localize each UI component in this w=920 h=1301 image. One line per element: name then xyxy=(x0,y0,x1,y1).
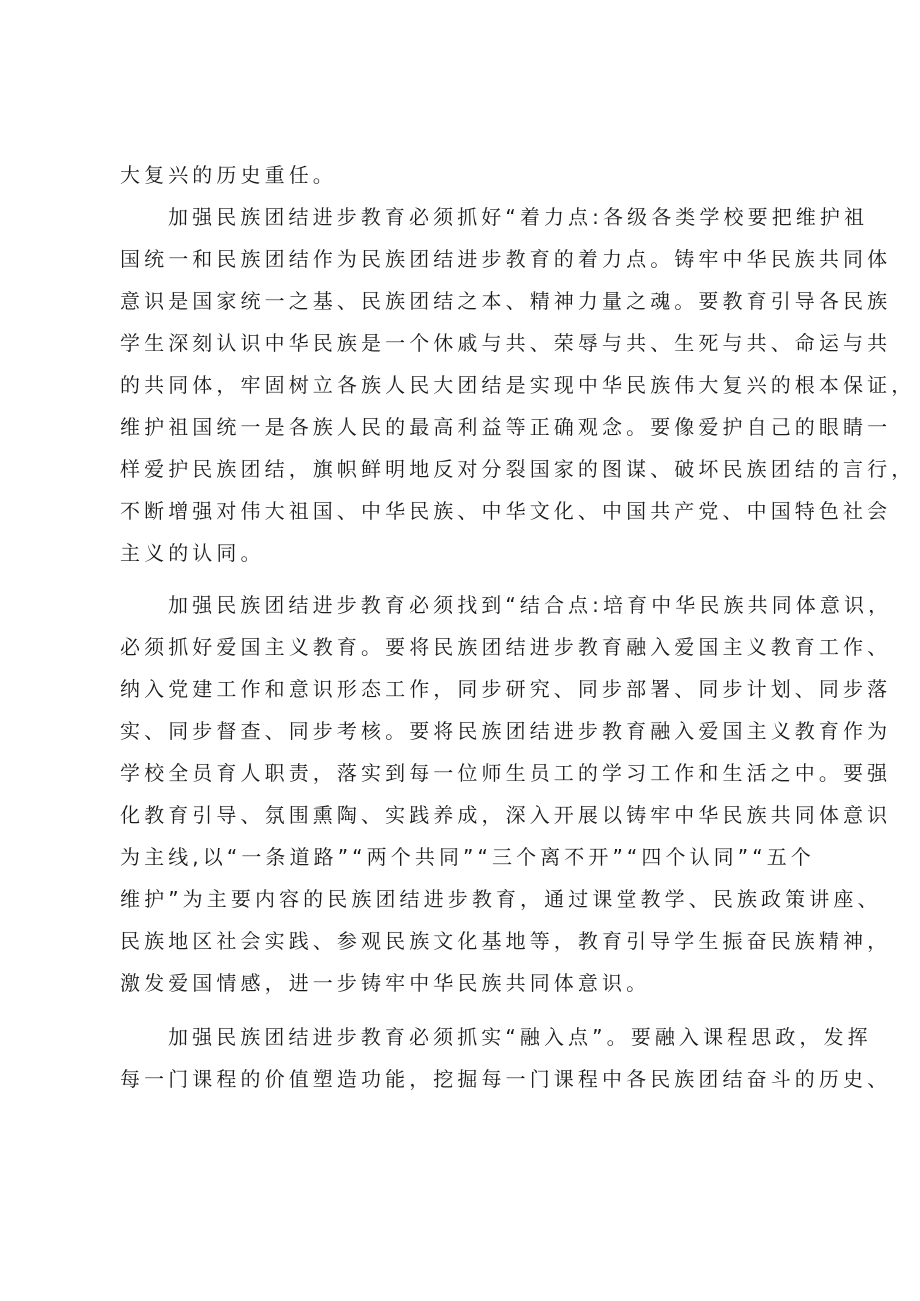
text-line: 纳入党建工作和意识形态工作，同步研究、同步部署、同步计划、同步落 xyxy=(120,677,892,701)
text-line: 样爱护民族团结，旗帜鲜明地反对分裂国家的图谋、破坏民族团结的言行， xyxy=(120,457,916,481)
text-line: 加强民族团结进步教育必须抓好“着力点:各级各类学校要把维护祖 xyxy=(168,205,869,229)
text-line: 不断增强对伟大祖国、中华民族、中华文化、中国共产党、中国特色社会 xyxy=(120,499,892,523)
text-line: 每一门课程的价值塑造功能，挖掘每一门课程中各民族团结奋斗的历史、 xyxy=(120,1067,892,1091)
text-line: 的共同体，牢固树立各族人民大团结是实现中华民族伟大复兴的根本保证， xyxy=(120,373,916,397)
text-line: 民族地区社会实践、参观民族文化基地等，教育引导学生振奋民族精神， xyxy=(120,929,892,953)
text-line: 国统一和民族团结作为民族团结进步教育的着力点。铸牢中华民族共同体 xyxy=(120,247,892,271)
text-line: 大复兴的历史重任。 xyxy=(120,163,337,187)
text-line: 学生深刻认识中华民族是一个休戚与共、荣辱与共、生死与共、命运与共 xyxy=(120,331,892,355)
text-line: 激发爱国情感，进一步铸牢中华民族共同体意识。 xyxy=(120,971,651,995)
text-line: 必须抓好爱国主义教育。要将民族团结进步教育融入爱国主义教育工作、 xyxy=(120,635,892,659)
text-line: 维护祖国统一是各族人民的最高利益等正确观念。要像爱护自己的眼睛一 xyxy=(120,415,892,439)
text-line: 加强民族团结进步教育必须找到“结合点:培育中华民族共同体意识， xyxy=(168,593,893,617)
text-line: 主义的认同。 xyxy=(120,541,265,565)
text-line: 为主线,以“一条道路”“两个共同”“三个离不开”“四个认同”“五个 xyxy=(120,845,815,869)
text-line: 学校全员育人职责，落实到每一位师生员工的学习工作和生活之中。要强 xyxy=(120,761,892,785)
text-line: 意识是国家统一之基、民族团结之本、精神力量之魂。要教育引导各民族 xyxy=(120,289,892,313)
text-line: 化教育引导、氛围熏陶、实践养成，深入开展以铸牢中华民族共同体意识 xyxy=(120,803,892,827)
text-line: 维护”为主要内容的民族团结进步教育，通过课堂教学、民族政策讲座、 xyxy=(120,887,882,911)
text-line: 加强民族团结进步教育必须抓实“融入点”。要融入课程思政，发挥 xyxy=(168,1025,872,1049)
text-line: 实、同步督查、同步考核。要将民族团结进步教育融入爱国主义教育作为 xyxy=(120,719,892,743)
